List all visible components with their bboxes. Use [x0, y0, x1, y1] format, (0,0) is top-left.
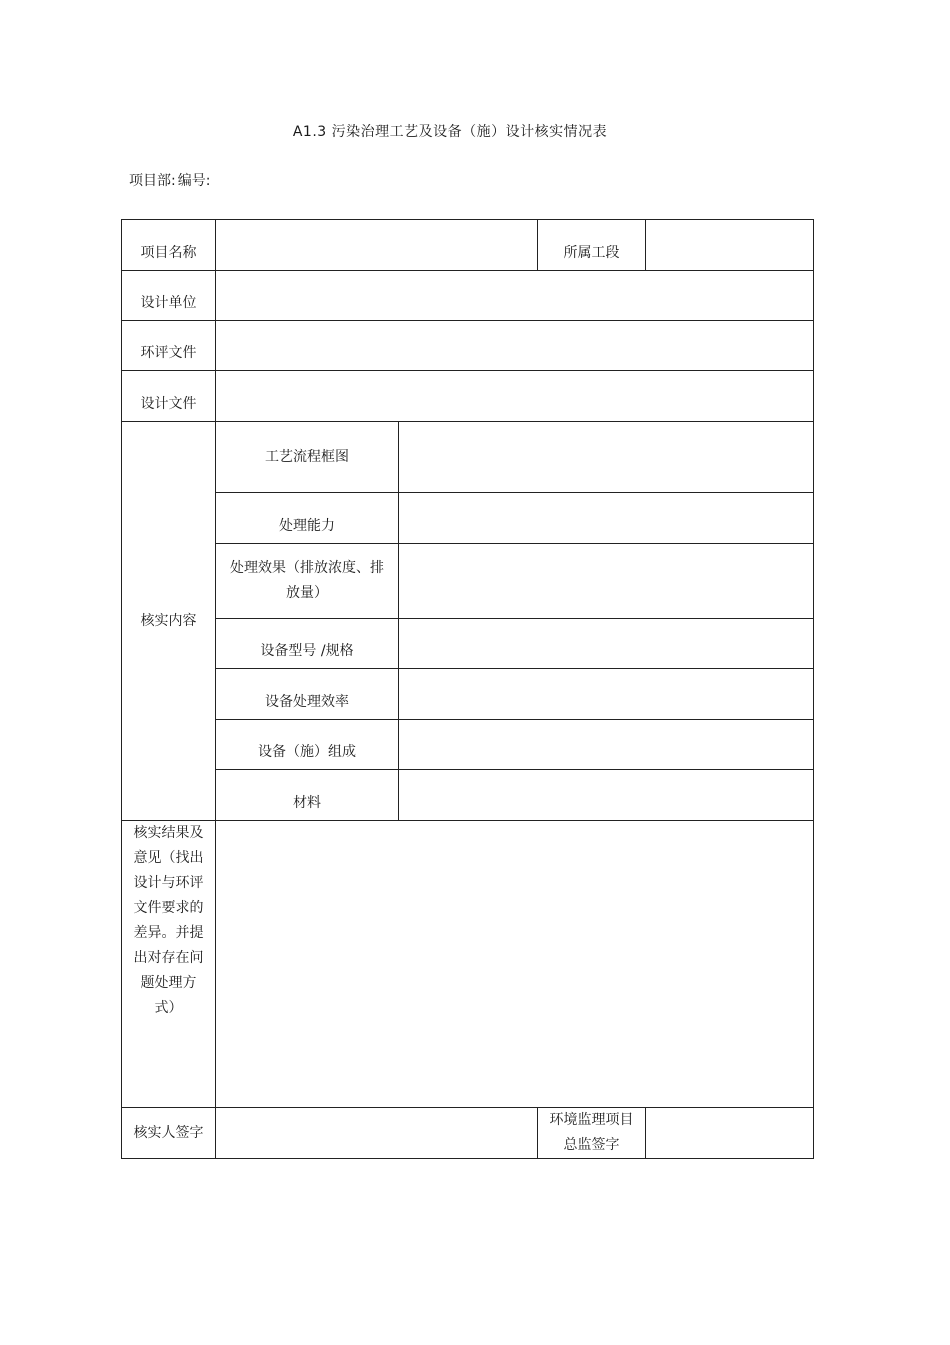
verifier-sign-field[interactable]	[216, 1108, 538, 1159]
supervisor-sign-field[interactable]	[646, 1108, 814, 1159]
project-name-label: 项目名称	[122, 220, 216, 271]
verify-item-field[interactable]	[399, 422, 814, 493]
row-project-name	[122, 220, 814, 271]
verification-form-table	[121, 219, 814, 1159]
verify-item-label: 处理能力	[216, 493, 399, 544]
eia-doc-label: 环评文件	[122, 321, 216, 371]
verifier-sign-label: 核实人签字	[122, 1108, 216, 1159]
verify-item-field[interactable]	[399, 669, 814, 720]
verify-item-field[interactable]	[399, 493, 814, 544]
verify-result-label: 核实结果及意见（找出设计与环评文件要求的差异。并提出对存在问题处理方式）	[122, 821, 216, 1108]
document-meta	[129, 170, 210, 190]
design-unit-label: 设计单位	[122, 271, 216, 321]
section-field[interactable]	[646, 220, 814, 271]
document-title: A1.3 污染治理工艺及设备（施）设计核实情况表	[292, 124, 608, 140]
verify-item-label: 设备型号 /规格	[216, 619, 399, 669]
row-verify-model	[122, 619, 814, 669]
verify-item-label: 材料	[216, 770, 399, 821]
row-design-unit	[122, 271, 814, 321]
verify-item-label: 处理效果（排放浓度、排放量）	[216, 544, 399, 619]
row-verify-composition	[122, 720, 814, 770]
eia-doc-field[interactable]	[216, 321, 814, 371]
verify-content-label: 核实内容	[122, 422, 216, 821]
row-design-doc	[122, 371, 814, 422]
verify-item-field[interactable]	[399, 720, 814, 770]
verify-item-label: 设备处理效率	[216, 669, 399, 720]
verify-item-label: 工艺流程框图	[216, 422, 399, 493]
row-eia-doc	[122, 321, 814, 371]
design-doc-label: 设计文件	[122, 371, 216, 422]
row-verify-effect	[122, 544, 814, 619]
verify-result-field[interactable]	[216, 821, 814, 1108]
number-label: 编号:	[177, 173, 211, 189]
row-verify-efficiency	[122, 669, 814, 720]
row-verify-material	[122, 770, 814, 821]
verify-item-field[interactable]	[399, 619, 814, 669]
supervisor-sign-label: 环境监理项目总监签字	[538, 1108, 646, 1159]
row-signatures	[122, 1108, 814, 1159]
design-unit-field[interactable]	[216, 271, 814, 321]
row-verify-result	[122, 821, 814, 1108]
verify-item-field[interactable]	[399, 770, 814, 821]
verify-item-field[interactable]	[399, 544, 814, 619]
verify-item-label: 设备（施）组成	[216, 720, 399, 770]
row-verify-process-flow	[122, 422, 814, 493]
section-label: 所属工段	[538, 220, 646, 271]
design-doc-field[interactable]	[216, 371, 814, 422]
row-verify-capacity	[122, 493, 814, 544]
project-name-field[interactable]	[216, 220, 538, 271]
project-dept-label: 项目部:	[129, 173, 176, 189]
